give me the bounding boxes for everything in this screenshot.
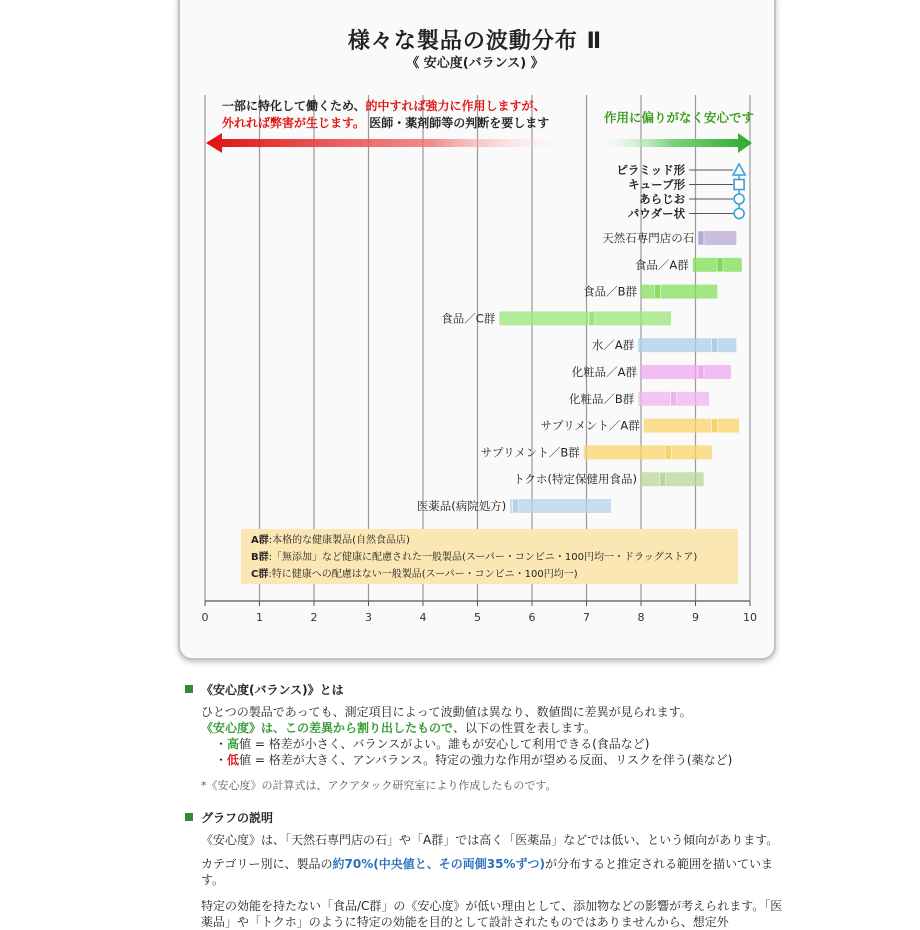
range-bar	[641, 365, 731, 379]
median-mark	[712, 338, 718, 352]
series-label: 医薬品(病院処方)	[416, 499, 507, 513]
chart-subtitle: 《 安心度(バランス) 》	[406, 56, 544, 71]
median-mark	[671, 392, 677, 406]
series-label: 食品／A群	[634, 257, 689, 272]
section2-p3: 特定の効能を持たない「食品/C群」の《安心度》が低い理由として、添加物などの影響が考えられます。「医薬品」や「トクホ」のように特定の効能を目的として設計されたものではありませんから、想定外	[201, 899, 783, 929]
section2-heading-text: グラフの説明	[201, 811, 274, 825]
shape-marker-group	[628, 178, 744, 192]
warn-line1-a: 一部に特化して働くため、	[222, 99, 366, 113]
series-label: 化粧品／B群	[568, 391, 635, 406]
warn-line1-b: 的中すれば強力に作用しますが、	[365, 99, 546, 113]
marker-circle-icon	[734, 194, 744, 204]
low-bullet: ・	[215, 753, 228, 767]
range-bar-group	[572, 365, 731, 379]
high-bullet: ・	[215, 737, 228, 751]
range-bar-group	[635, 258, 742, 272]
legend-b-label: B群	[251, 552, 269, 563]
x-tick-label: 9	[692, 611, 699, 624]
series-label: サプリメント／B群	[480, 445, 580, 460]
section1-note: *《安心度》の計算式は、アクアタック研究室により作成したものです。	[201, 779, 557, 792]
series-label: 天然石専門店の石	[602, 231, 695, 245]
high-text: 値 = 格差が小さく、バランスがよい。誰もが安心して利用できる(食品など)	[239, 737, 650, 751]
range-bar-group	[583, 285, 717, 299]
legend-b-text: :「無添加」など健康に配慮された一般製品(スーパー・コンビニ・100円均一・ドラッグストア)	[268, 552, 698, 563]
median-mark	[698, 365, 704, 379]
section2-p2	[201, 856, 785, 888]
median-mark	[717, 258, 723, 272]
legend-row-a	[251, 532, 738, 549]
description-area	[185, 682, 785, 930]
section2-p2-b: が分布すると推定される範囲を描いています。	[201, 857, 773, 887]
range-bar-group	[569, 392, 709, 406]
range-bar	[510, 499, 611, 513]
range-bar	[584, 445, 712, 459]
x-tick-label: 10	[743, 611, 757, 624]
median-mark	[660, 472, 666, 486]
range-bar-group	[592, 338, 736, 352]
x-tick-label: 1	[256, 611, 263, 624]
series-label: 食品／C群	[441, 311, 496, 326]
legend-c-label: C群	[251, 569, 269, 580]
legend-a-text: :本格的な健康製品(自然食品店)	[268, 535, 410, 546]
range-bar-group	[513, 472, 703, 486]
group-legend-box	[241, 529, 738, 584]
range-bar-group	[481, 445, 712, 459]
x-tick-label: 5	[474, 611, 481, 624]
section2-p2-a: カテゴリー別に、製品の	[201, 857, 333, 871]
section2-p1: 《安心度》は、「天然石専門店の石」や「A群」では高く「医薬品」などでは低い、という傾向があります。	[201, 833, 779, 847]
section1-p1: ひとつの製品であっても、測定項目によって波動値は異なり、数値間に差異が見られます。	[201, 705, 692, 719]
section2-p2-blue: 約70%(中央値と、その両側35%ずつ)	[332, 857, 545, 871]
range-bar-group	[417, 499, 611, 513]
marker-circle-icon	[734, 209, 744, 219]
chart-title: 様々な製品の波動分布 Ⅱ	[347, 29, 603, 54]
legend-a-label: A群	[251, 535, 269, 546]
right-green-arrow	[590, 133, 752, 153]
marker-triangle-icon	[733, 164, 745, 175]
x-tick-label: 8	[637, 611, 645, 624]
low-mark: 低	[227, 753, 240, 767]
shape-marker-group	[639, 192, 744, 206]
marker-square-icon	[734, 180, 744, 190]
median-mark	[665, 445, 671, 459]
range-bar	[641, 472, 704, 486]
section1-low	[215, 752, 785, 768]
section-square-icon	[185, 813, 193, 821]
section1-high	[215, 736, 785, 752]
legend-c-text: :特に健康への配慮はない一般製品(スーパー・コンビニ・100円均一)	[268, 569, 578, 580]
range-bar	[644, 419, 739, 433]
x-tick-label: 0	[201, 611, 209, 624]
range-bar-group	[541, 419, 740, 433]
series-label: サプリメント／A群	[540, 418, 640, 433]
section2-heading	[185, 810, 785, 826]
marker-label: パウダー状	[627, 206, 686, 221]
high-mark: 高	[227, 737, 240, 751]
series-label: 水／A群	[591, 338, 635, 353]
warn-line2-b: 医師・薬剤師等の判断を要します	[365, 116, 550, 130]
section1-p2-green: 《安心度》は、この差異から割り出したもので	[201, 721, 454, 735]
x-tick-label: 4	[419, 611, 427, 624]
legend-row-b	[251, 549, 738, 566]
series-label: 化粧品／A群	[571, 365, 637, 379]
legend-row-c	[251, 566, 738, 583]
range-bar	[499, 311, 671, 325]
x-tick-label: 6	[528, 611, 536, 624]
section1-heading	[185, 682, 785, 698]
range-bar	[638, 338, 736, 352]
median-mark	[654, 285, 660, 299]
section1-p2-rest: 、以下の性質を表します。	[453, 721, 597, 735]
marker-label: ピラミッド形	[616, 163, 686, 177]
series-label: 食品／B群	[583, 284, 637, 299]
low-text: 値 = 格差が大きく、アンバランス。特定の強力な作用が望める反面、リスクを伴う(薬など)	[239, 753, 733, 767]
marker-label: あらじお	[639, 192, 686, 206]
section1-heading-text: 《安心度(バランス)》とは	[201, 683, 344, 697]
marker-label: キューブ形	[628, 177, 686, 192]
shape-marker-group	[628, 207, 744, 221]
right-arrow-caption: 作用に偏りがなく安心です	[604, 110, 755, 125]
series-label: トクホ(特定保健用食品)	[513, 472, 637, 487]
x-tick-label: 3	[365, 611, 372, 624]
range-bar-group	[441, 311, 671, 325]
range-bar	[641, 285, 717, 299]
shape-marker-group	[616, 163, 745, 177]
section-square-icon	[185, 685, 193, 693]
range-bar-group	[602, 231, 736, 245]
x-tick-label: 7	[583, 611, 590, 624]
median-mark	[712, 419, 718, 433]
warn-line2-a: 外れれば弊害が生じます。	[222, 116, 366, 130]
left-red-arrow	[206, 133, 580, 153]
median-mark	[589, 311, 595, 325]
median-mark	[698, 231, 704, 245]
section1-p2	[201, 720, 785, 736]
x-tick-label: 2	[310, 611, 318, 624]
median-mark	[513, 499, 519, 513]
left-arrow-caption	[222, 98, 549, 132]
